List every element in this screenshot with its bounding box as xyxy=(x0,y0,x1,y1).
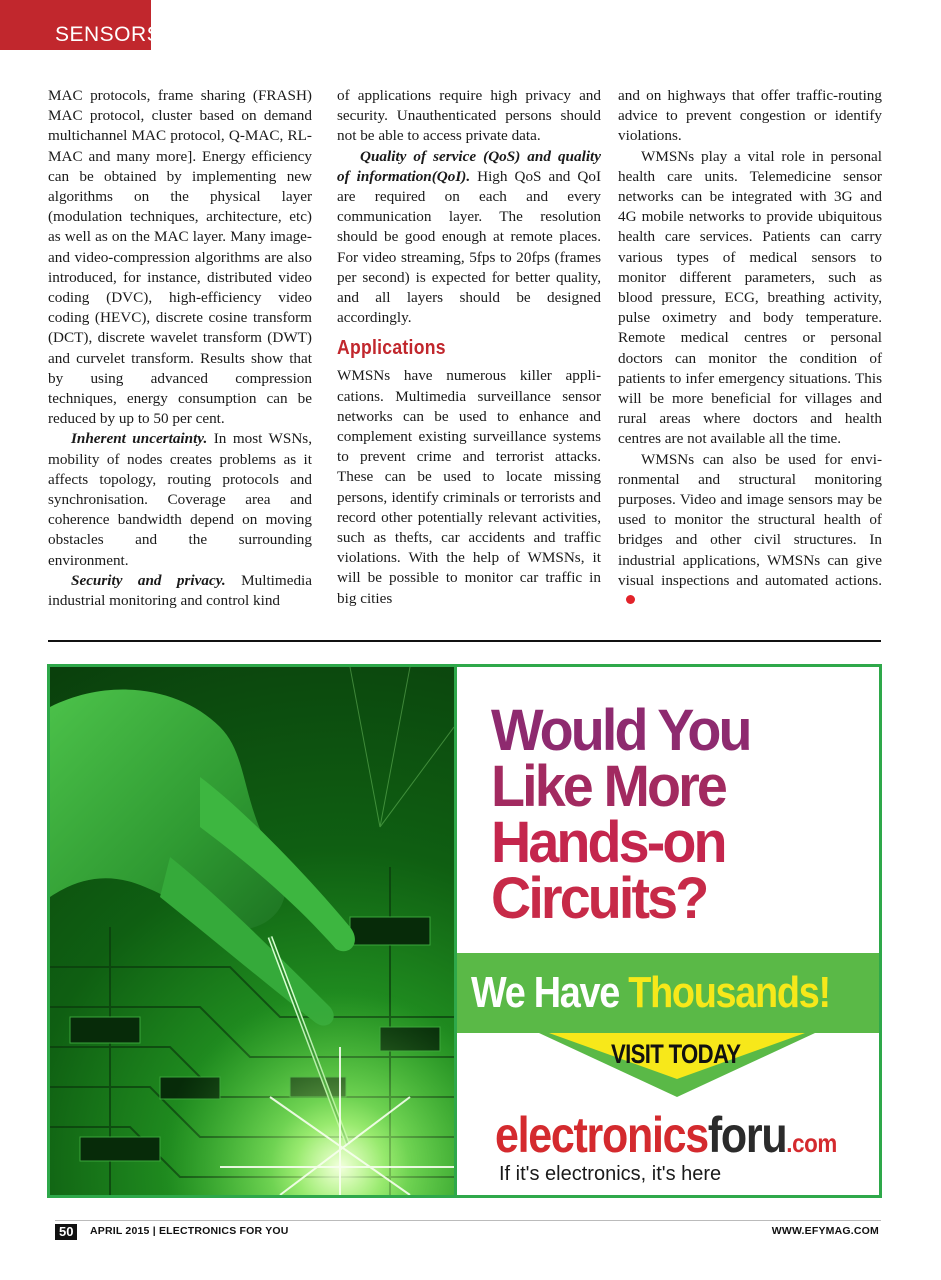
paragraph-text: High QoS and QoI are required on each and every communication layer. The resolution should be good enough at remote places. For video streaming, 5fps to 20fps (frames per second) is expected for better quality, and all layers should be designed accordingly. xyxy=(337,167,601,327)
section-heading: Applications xyxy=(337,337,446,360)
article-column-1 xyxy=(48,86,312,611)
run-in-heading: Security and privacy. xyxy=(71,571,226,589)
brand-logo[interactable] xyxy=(495,1107,837,1171)
brand-part: foru xyxy=(707,1107,787,1163)
divider xyxy=(48,640,881,642)
paragraph: and on highways that offer traffic-routing advice to prevent congestion or identify violations. xyxy=(618,87,882,145)
paragraph: WMSNs play a vital role in personal health care units. Telemedicine sensor networks can be integrated with 3G and 4G mobile networks to provide ubiquitous health care services. Patients can carry various types of medical sensors to monitor different parameters, such as blood pressure, ECG, breathing activity, pulse oximetry and body temperature. Remote medical centres or personal doctors can monitor the condition of patients to infer emergency situations. This will be more beneficial for villages and rural areas where doctors and health centres are not available all the time. xyxy=(618,147,882,448)
headline-line: Hands-on xyxy=(491,810,725,875)
offer-band xyxy=(457,953,882,1033)
circuit-photo xyxy=(50,667,454,1195)
circuit-board-illustration xyxy=(50,667,454,1195)
run-in-heading: Quality of service (QoS) and quality of information(QoI). xyxy=(337,147,601,185)
page-number: 50 xyxy=(55,1224,77,1240)
brand-tagline: If it's electronics, it's here xyxy=(499,1163,722,1185)
article-column-3 xyxy=(618,86,882,611)
paragraph xyxy=(337,147,601,329)
headline-line: Circuits? xyxy=(491,866,707,931)
ad-copy-panel xyxy=(454,667,879,1195)
paragraph xyxy=(48,429,312,570)
headline-line: Like More xyxy=(491,754,725,819)
paragraph xyxy=(618,450,882,612)
footer-divider xyxy=(55,1220,881,1221)
paragraph xyxy=(48,571,312,611)
section-label: SENSORS xyxy=(0,0,151,50)
brand-part: .com xyxy=(786,1128,837,1158)
paragraph-text: In most WSNs, mobility of nodes creates problems as it affects topology, routing protocols and synchronisation. Coverage area and coherence bandwidth depend on moving obstacles and the surrounding environment. xyxy=(48,430,312,569)
website-url[interactable]: WWW.EFYMAG.COM xyxy=(771,1225,879,1237)
paragraph: MAC protocols, frame sharing (FRASH) MAC protocol, cluster based on demand multichannel MAC protocol, Q-MAC, RL-MAC and many more]. Energy efficiency can be obtained by implementing new algorithms on the physical layer (modulation techniques, architecture, etc) as well as on the MAC layer. Many image- and video-compression algorithms are also introduced, for instance, distributed video coding (DVC), high-efficiency video coding (HEVC), discrete cosine transform (DCT), discrete wavelet transform (DWT) and curvelet transform. Results show that by using advanced compression techniques, energy consumption can be reduced by up to 50 per cent. xyxy=(48,87,312,428)
paragraph-text: Multimedia industrial monitoring and control kind xyxy=(48,571,313,610)
end-mark-icon xyxy=(626,595,635,604)
headline-line: Would You xyxy=(491,698,750,763)
ad-headline xyxy=(491,698,871,931)
paragraph: WMSNs have numerous killer applications. Multimedia surveillance sensor networks can be used to enhance and complement existing surveillance systems to prevent crime and terrorist attacks. These can be used to locate missing persons, identify criminals or terrorists and record other potentially relevant activities, such as thefts, car accidents and traffic violations. With the help of WMSNs, it will be possible to monitor car traffic in big cities xyxy=(337,367,601,607)
brand-part: electronics xyxy=(495,1107,708,1163)
offer-text-yellow: Thousands! xyxy=(628,968,830,1017)
article-column-2 xyxy=(337,86,601,609)
advertisement[interactable] xyxy=(47,664,882,1198)
visit-today-button[interactable]: VISIT TODAY xyxy=(611,1039,741,1069)
issue-line: APRIL 2015 | ELECTRONICS FOR YOU xyxy=(90,1225,289,1237)
offer-text xyxy=(471,965,830,1021)
paragraph-text: WMSNs can also be used for environmental and structural monitoring purposes. Video and image sensors may be used to monitor the structural health of bridges and other civil structures. In industrial applications, WMSNs can give visual inspections and automated actions. xyxy=(618,450,882,589)
paragraph: of applications require high privacy and security. Unauthenticated persons should not be able to access private data. xyxy=(337,87,601,145)
offer-text-white: We Have xyxy=(471,968,629,1017)
run-in-heading: Inherent uncertainty. xyxy=(71,430,208,448)
